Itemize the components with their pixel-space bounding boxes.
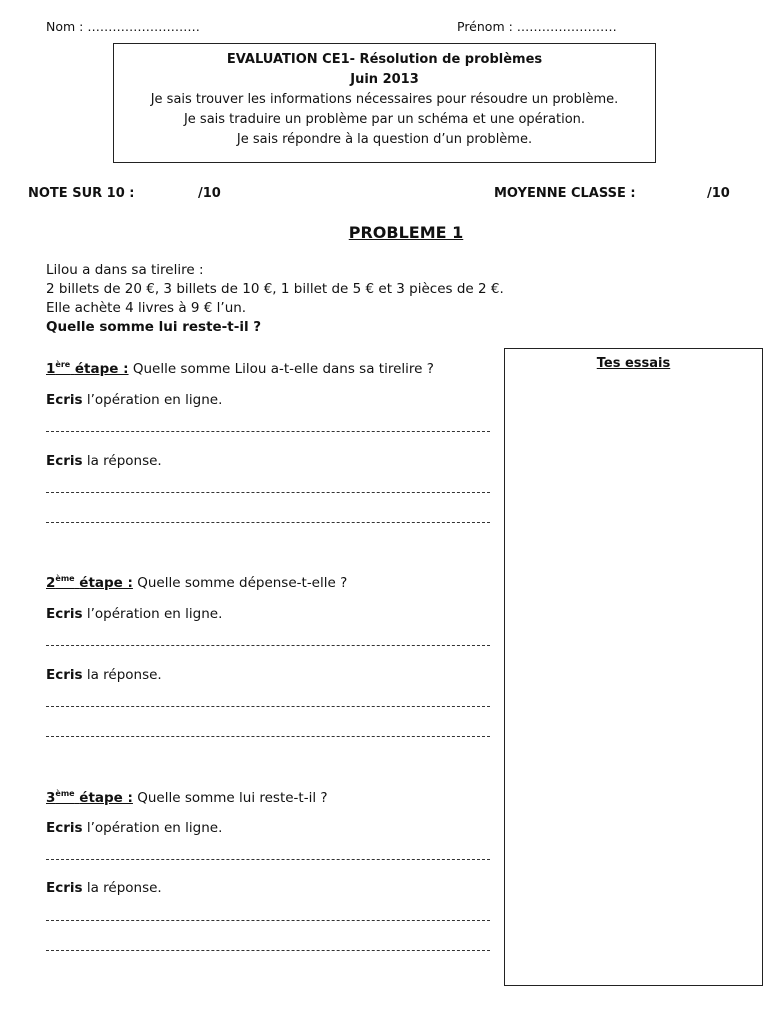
step-1-answer-instruction: Ecris la réponse. (46, 453, 162, 469)
step-2-label: 2ème étape : (46, 574, 133, 591)
evaluation-date: Juin 2013 (350, 72, 419, 87)
step-3-answer-line-2[interactable] (46, 950, 490, 951)
objective-2: Je sais traduire un problème par un schéma et une opération. (183, 112, 586, 127)
step-3-answer-line-1[interactable] (46, 920, 490, 921)
essais-title: Tes essais (596, 356, 671, 371)
prenom-field[interactable]: Prénom : …………………… (457, 19, 617, 34)
step-1-answer-line-1[interactable] (46, 492, 490, 493)
essais-box[interactable] (504, 348, 763, 986)
step-1-answer-line-2[interactable] (46, 522, 490, 523)
step-3-heading (46, 790, 328, 806)
problem-statement (46, 261, 504, 337)
moyenne-label: MOYENNE CLASSE : (494, 186, 636, 201)
moyenne-value[interactable]: /10 (707, 186, 730, 201)
nom-field[interactable]: Nom : ……………………… (46, 19, 200, 34)
step-3-operation-instruction: Ecris l’opération en ligne. (46, 820, 223, 836)
note-value[interactable]: /10 (198, 186, 221, 201)
step-2-question: Quelle somme dépense-t-elle ? (132, 575, 348, 591)
step-1-operation-instruction: Ecris l’opération en ligne. (46, 392, 223, 408)
step-2-answer-instruction: Ecris la réponse. (46, 667, 162, 683)
step-3-question: Quelle somme lui reste-t-il ? (132, 790, 328, 806)
evaluation-title: EVALUATION CE1- Résolution de problèmes (226, 52, 543, 67)
problem-question: Quelle somme lui reste-t-il ? (46, 319, 262, 335)
step-1-label: 1ère étape : (46, 360, 129, 377)
step-2-operation-line[interactable] (46, 645, 490, 646)
header-box (113, 43, 656, 163)
step-2-operation-instruction: Ecris l’opération en ligne. (46, 606, 223, 622)
note-label: NOTE SUR 10 : (28, 186, 135, 201)
step-2-answer-line-1[interactable] (46, 706, 490, 707)
statement-line-3: Elle achète 4 livres à 9 € l’un. (46, 300, 247, 316)
statement-line-2: 2 billets de 20 €, 3 billets de 10 €, 1 billet de 5 € et 3 pièces de 2 €. (46, 281, 504, 297)
objective-3: Je sais répondre à la question d’un problème. (236, 132, 533, 147)
step-3-answer-instruction: Ecris la réponse. (46, 880, 162, 896)
problem-title: PROBLEME 1 (348, 223, 464, 242)
step-1-heading (46, 361, 434, 377)
step-2-answer-line-2[interactable] (46, 736, 490, 737)
objective-1: Je sais trouver les informations nécessaires pour résoudre un problème. (150, 92, 619, 107)
statement-line-1: Lilou a dans sa tirelire : (46, 262, 204, 278)
step-3-operation-line[interactable] (46, 859, 490, 860)
step-3-label: 3ème étape : (46, 789, 133, 806)
step-1-question: Quelle somme Lilou a-t-elle dans sa tirelire ? (128, 361, 434, 377)
step-2-heading (46, 575, 347, 591)
step-1-operation-line[interactable] (46, 431, 490, 432)
